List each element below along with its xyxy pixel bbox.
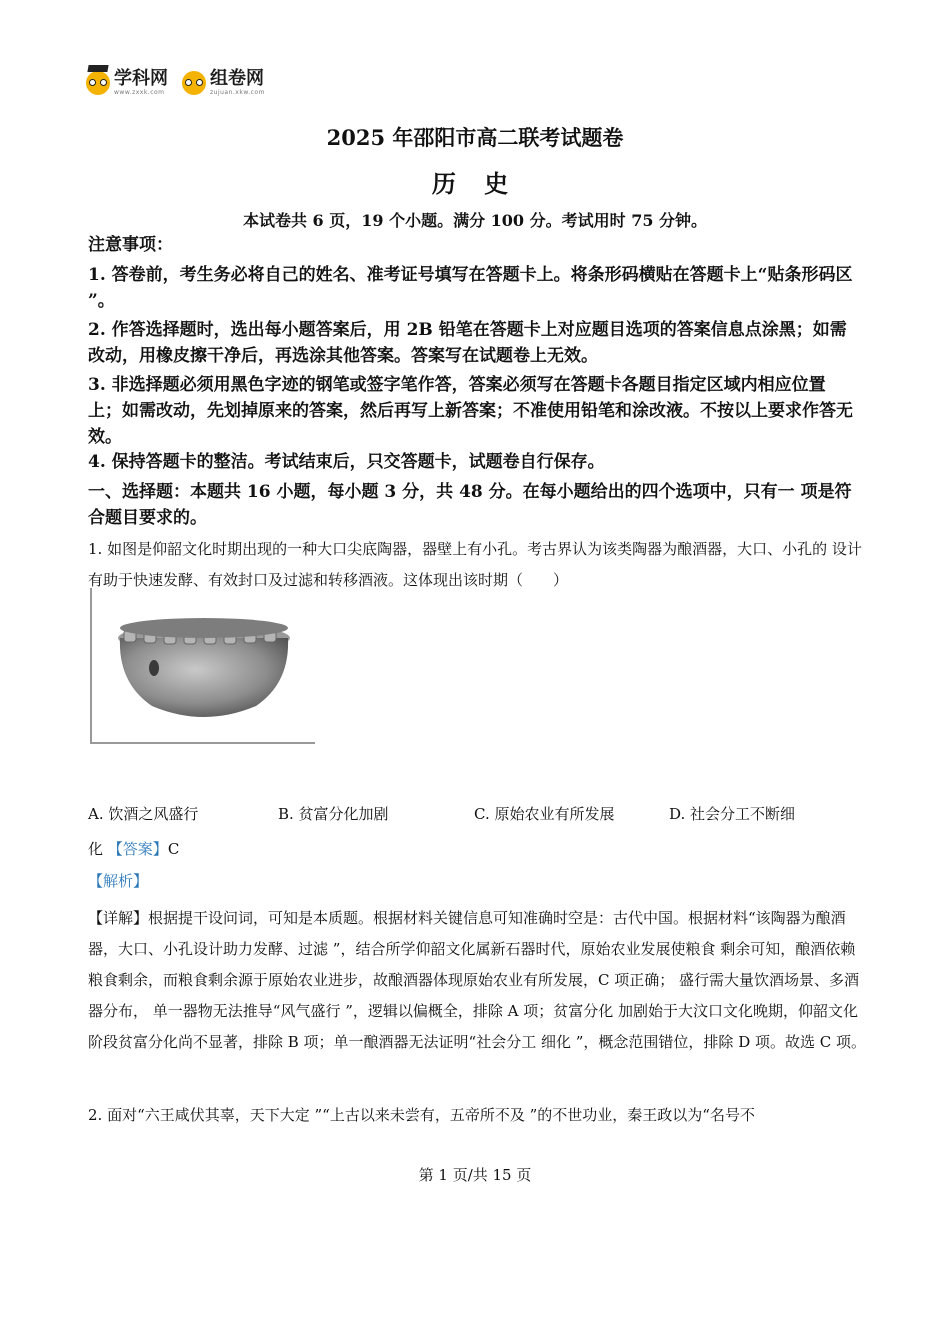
- owl-icon: [182, 71, 206, 95]
- exam-subject: 历 史: [431, 169, 519, 198]
- answer-value: C: [167, 840, 180, 858]
- page-footer: 第 1 页/共 15 页: [418, 1166, 532, 1184]
- notice-heading: 注意事项：: [88, 235, 173, 255]
- zujuan-logo: [182, 70, 265, 96]
- pottery-vessel-icon: [92, 588, 315, 742]
- option-b: B. 贫富分化加剧: [278, 805, 389, 823]
- notice-item-1: 1. 答卷前，考生务必将自己的姓名、准考证号填写在答题卡上。将条形码横贴在答题卡上“贴条形码区 ”。: [88, 265, 853, 311]
- answer-tag: 【答案】: [107, 840, 168, 858]
- question-2-stem: 2. 面对“六王咸伏其辜，天下大定 ”“上古以来未尝有，五帝所不及 ”的不世功业，秦王政以为“名号不: [88, 1106, 755, 1124]
- logo-url-left: www.zxxk.com: [114, 89, 165, 96]
- notice-item-4: 4. 保持答题卡的整洁。考试结束后，只交答题卡，试题卷自行保存。: [88, 452, 605, 472]
- option-d: D. 社会分工不断细: [669, 805, 796, 823]
- owl-icon: [86, 71, 110, 95]
- notice-item-2: 2. 作答选择题时，选出每小题答案后，用 2B 铅笔在答题卡上对应题目选项的答案信息点涂黑；如需改动，用橡皮擦干净后，再选涂其他答案。答案写在试题卷上无效。: [88, 320, 847, 366]
- section-heading: 一、选择题：本题共 16 小题，每小题 3 分，共 48 分。在每小题给出的四个选项中，只有一 项是符合题目要求的。: [88, 482, 852, 528]
- option-c: C. 原始农业有所发展: [474, 805, 615, 823]
- question-1-stem: 1. 如图是仰韶文化时期出现的一种大口尖底陶器，器壁上有小孔。考古界认为该类陶器为酿酒器，大口、小孔的 设计有助于快速发酵、有效封口及过滤和转移酒液。这体现出该时期（ ）: [88, 540, 862, 589]
- question-1-detail: 【详解】根据提干设问词，可知是本质题。根据材料关键信息可知准确时空是：古代中国。根据材料“该陶器为酿酒器，大口、小孔设计助力发酵、过滤 ”，结合所学仰韶文化属新石器时代，原始农业发展使粮食 剩余可知，酿酒依赖粮食剩余，而粮食剩余源于原始农业进步，故酿酒器体现原始农业有所发展，C 项正确； 盛行需大量饮酒场景、多酒器分布， 单一器物无法推导“风气盛行 ”，逻辑以偏概全，排除 A 项；贫富分化 加剧始于大汶口文化晚期，仰韶文化阶段贫富分化尚不显著，排除 B 项；单一酿酒器无法证明“社会分工 细化 ”，概念范围错位，排除 D 项。故选 C 项。: [88, 909, 867, 1051]
- vessel-image: [90, 588, 315, 744]
- logo-bar: [86, 70, 265, 96]
- analysis-tag: 【解析】: [88, 872, 149, 890]
- exam-title: 2025 年邵阳市高二联考试题卷: [326, 125, 624, 150]
- xkw-logo: [86, 70, 168, 96]
- logo-url-right: zujuan.xkw.com: [210, 89, 265, 96]
- logo-name-left: 学科网: [114, 68, 168, 89]
- exam-info: 本试卷共 6 页，19 个小题。满分 100 分。考试用时 75 分钟。: [242, 211, 708, 230]
- answer-line: [88, 834, 870, 865]
- logo-name-right: 组卷网: [210, 68, 264, 89]
- notice-item-3: 3. 非选择题必须用黑色字迹的钢笔或签字笔作答，答案必须写在答题卡各题目指定区域内相应位置上；如需改动，先划掉原来的答案，然后再写上新答案；不准使用铅笔和涂改液。不按以上要求作答无效。: [88, 375, 853, 447]
- option-d-continuation: 化: [88, 840, 104, 858]
- option-a: A. 饮酒之风盛行: [88, 805, 199, 823]
